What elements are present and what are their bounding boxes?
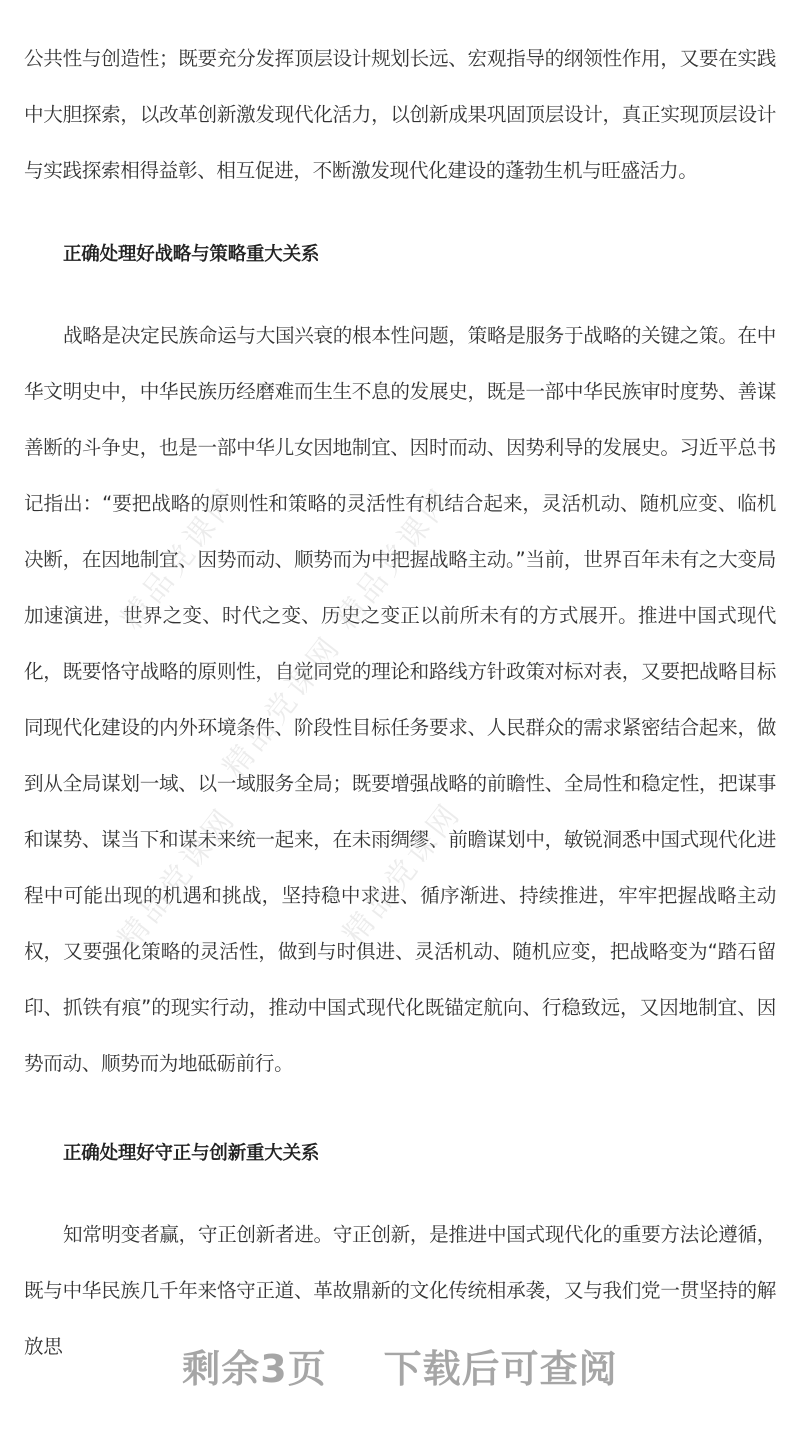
paragraph-continuation: 公共性与创造性；既要充分发挥顶层设计规划长远、宏观指导的纲领性作用，又要在实践中大胆探索，以改革创新激发现代化活力，以创新成果巩固顶层设计，真正实现顶层设计与实践探索相得益彰、相互促进，不断激发现代化建设的蓬勃生机与旺盛活力。 (24, 47, 776, 182)
download-to-view-label: 下载后可查阅 (383, 1347, 618, 1391)
spacer (24, 199, 776, 227)
spacer (24, 1182, 776, 1207)
watermark: 精品党课网 (216, 628, 349, 785)
watermark: 精品党课网 (328, 480, 461, 637)
watermark: 精品党课网 (114, 480, 247, 637)
paragraph-strategy-tactics: 战略是决定民族命运与大国兴衰的根本性问题，策略是服务于战略的关键之策。在中华文明史中，中华民族历经磨难而生生不息的发展史，既是一部中华民族审时度势、善谋善断的斗争史，也是一部中华儿女因地制宜、因时而动、因势利导的发展史。习近平总书记指出：“要把战略的原则性和策略的灵活性有机结合起来，灵活机动、随机应变、临机决断，在因地制宜、因势而动、顺势而为中把握战略主动。”当前，世界百年未有之大变局加速演进，世界之变、时代之变、历史之变正以前所未有的方式展开。推进中国式现代化，既要恪守战略的原则性，自觉同党的理论和路线方针政策对标对表，又要把战略目标同现代化建设的内外环境条件、阶段性目标任务要求、人民群众的需求紧密结合起来，做到从全局谋划一域、以一域服务全局；既要增强战略的前瞻性、全局性和稳定性，把谋事和谋势、谋当下和谋未来统一起来，在未雨绸缪、前瞻谋划中，敏锐洞悉中国式现代化进程中可能出现的机遇和挑战，坚持稳中求进、循序渐进、持续推进，牢牢把握战略主动权，又要强化策略的灵活性，做到与时俱进、灵活机动、随机应变，把战略变为“踏石留印、抓铁有痕”的现实行动，推动中国式现代化既锚定航向、行稳致远，又因地制宜、因势而动、顺势而为地砥砺前行。 (24, 324, 777, 1075)
section-heading-integrity-innovation: 正确处理好守正与创新重大关系 (63, 1143, 320, 1164)
spacer (24, 283, 776, 308)
remaining-pages-label: 剩余3页 (182, 1347, 327, 1391)
download-prompt-banner[interactable] (0, 1338, 800, 1393)
watermark: 精品党课网 (336, 795, 469, 952)
document-page (24, 31, 776, 1375)
watermark: 精品党课网 (111, 800, 244, 957)
paragraph-integrity-innovation: 知常明变者赢，守正创新者进。守正创新，是推进中国式现代化的重要方法论遵循，既与中华民族几千年来恪守正道、革故鼎新的文化传统相承袭，又与我们党一贯坚持的解放思 (24, 1223, 776, 1358)
section-heading-strategy-tactics: 正确处理好战略与策略重大关系 (63, 244, 320, 265)
spacer (24, 1092, 776, 1126)
